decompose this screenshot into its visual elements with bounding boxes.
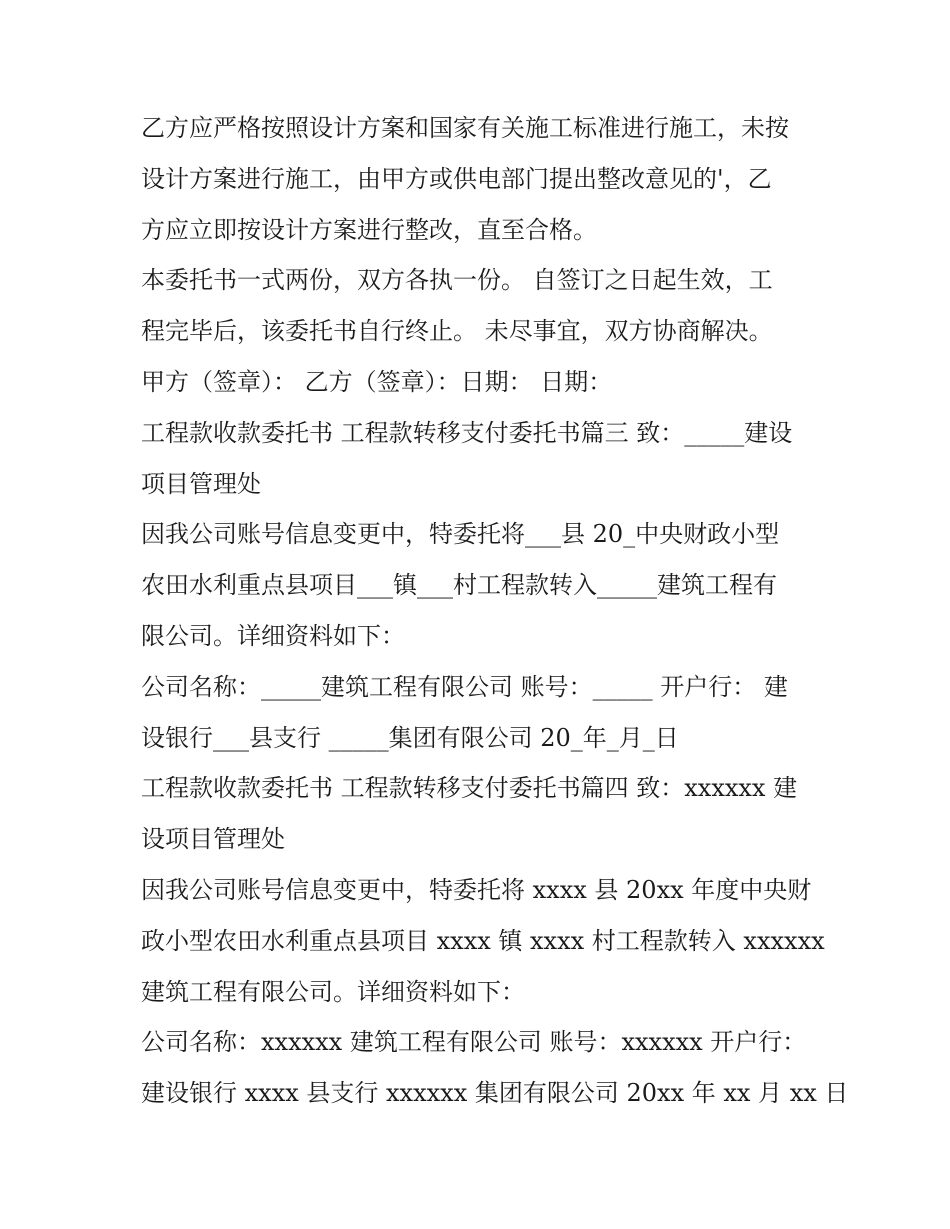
- text-line: 设计方案进行施工，由甲方或供电部门提出整改意见的'，乙: [141, 164, 772, 193]
- text-line: 因我公司账号信息变更中，特委托将___县 20_中央财政小型: [141, 520, 780, 549]
- text-line: 建设银行 xxxx 县支行 xxxxxx 集团有限公司 20xx 年 xx 月 xx 日: [141, 1079, 849, 1108]
- text-line: 工程款收款委托书 工程款转移支付委托书篇三 致：_____建设: [141, 418, 793, 447]
- text-line: 公司名称：_____建筑工程有限公司 账号：_____ 开户行： 建: [141, 672, 788, 701]
- text-line: 乙方应严格按照设计方案和国家有关施工标准进行施工，未按: [141, 114, 789, 142]
- text-line: 限公司。详细资料如下：: [141, 621, 405, 650]
- text-line: 项目管理处: [141, 469, 261, 498]
- document-body: [141, 103, 849, 1119]
- text-line: 政小型农田水利重点县项目 xxxx 镇 xxxx 村工程款转入 xxxxxx: [141, 926, 825, 955]
- text-line: 农田水利重点县项目___镇___村工程款转入_____建筑工程有: [141, 571, 777, 600]
- text-line: 设项目管理处: [141, 825, 285, 854]
- text-line: 因我公司账号信息变更中，特委托将 xxxx 县 20xx 年度中央财: [141, 875, 812, 904]
- text-line: 设银行___县支行 _____集团有限公司 20_年_月_日: [141, 723, 679, 752]
- text-line: 方应立即按设计方案进行整改，直至合格。: [141, 215, 597, 244]
- text-line: 建筑工程有限公司。详细资料如下：: [141, 977, 525, 1006]
- text-line: 程完毕后，该委托书自行终止。 未尽事宜，双方协商解决。: [141, 317, 773, 346]
- text-line: 工程款收款委托书 工程款转移支付委托书篇四 致：xxxxxx 建: [141, 774, 798, 803]
- text-line: 甲方（签章）： 乙方（签章）：日期： 日期：: [141, 367, 613, 396]
- text-line: 公司名称：xxxxxx 建筑工程有限公司 账号：xxxxxx 开户行：: [141, 1028, 807, 1057]
- text-line: 本委托书一式两份，双方各执一份。 自签订之日起生效，工: [141, 266, 773, 295]
